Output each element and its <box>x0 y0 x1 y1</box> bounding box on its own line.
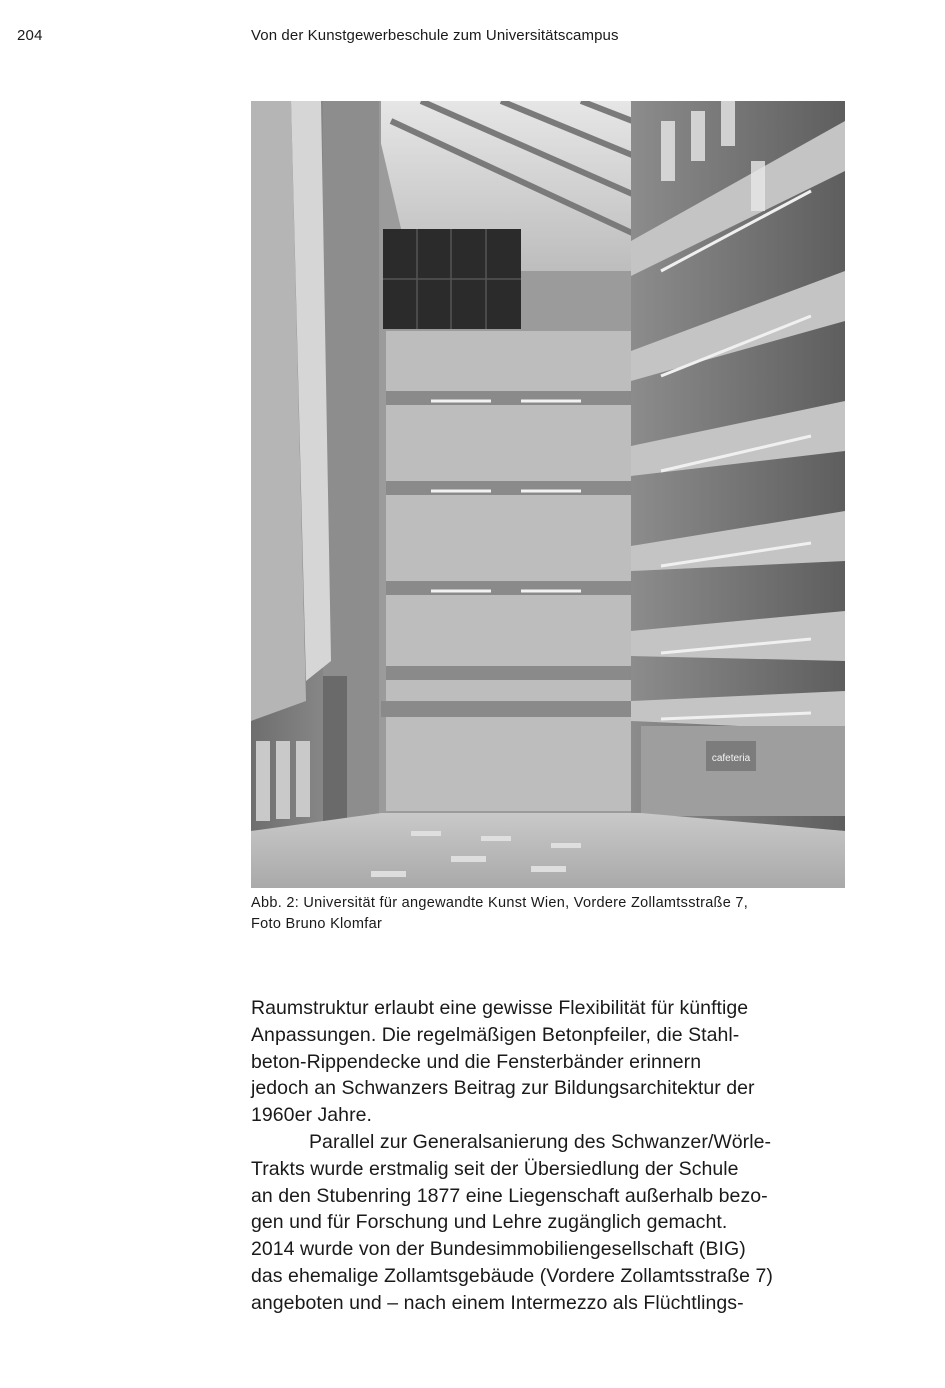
caption-line: Foto Bruno Klomfar <box>251 916 383 932</box>
text-line: beton-Rippendecke und die Fensterbänder erinnern <box>251 1050 702 1073</box>
text-line: Trakts wurde erstmalig seit der Übersiedlung der Schule <box>251 1157 739 1180</box>
text-line: angeboten und – nach einem Intermezzo als Flüchtlings- <box>251 1291 744 1314</box>
atrium-photo <box>251 101 845 888</box>
text-line: 1960er Jahre. <box>251 1104 372 1127</box>
text-line: gen und für Forschung und Lehre zugänglich gemacht. <box>251 1211 728 1234</box>
figure-caption <box>251 893 845 935</box>
page-number: 204 <box>17 27 43 44</box>
running-title: Von der Kunstgewerbeschule zum Universitätscampus <box>251 27 619 44</box>
caption-line: Abb. 2: Universität für angewandte Kunst Wien, Vordere Zollamtsstraße 7, <box>251 895 749 911</box>
text-line: 2014 wurde von der Bundesimmobiliengesellschaft (BIG) <box>251 1238 746 1261</box>
text-line: jedoch an Schwanzers Beitrag zur Bildungsarchitektur der <box>251 1077 755 1100</box>
text-line: Parallel zur Generalsanierung des Schwanzer/Wörle- <box>309 1130 772 1153</box>
text-line: Anpassungen. Die regelmäßigen Betonpfeiler, die Stahl- <box>251 1023 740 1046</box>
cafeteria-sign: cafeteria <box>711 753 751 764</box>
body-text <box>251 995 851 1317</box>
text-line: Raumstruktur erlaubt eine gewisse Flexibilität für künftige <box>251 997 749 1019</box>
text-line: das ehemalige Zollamtsgebäude (Vordere Zollamtsstraße 7) <box>251 1264 773 1287</box>
text-line: an den Stubenring 1877 eine Liegenschaft außerhalb bezo- <box>251 1184 768 1207</box>
